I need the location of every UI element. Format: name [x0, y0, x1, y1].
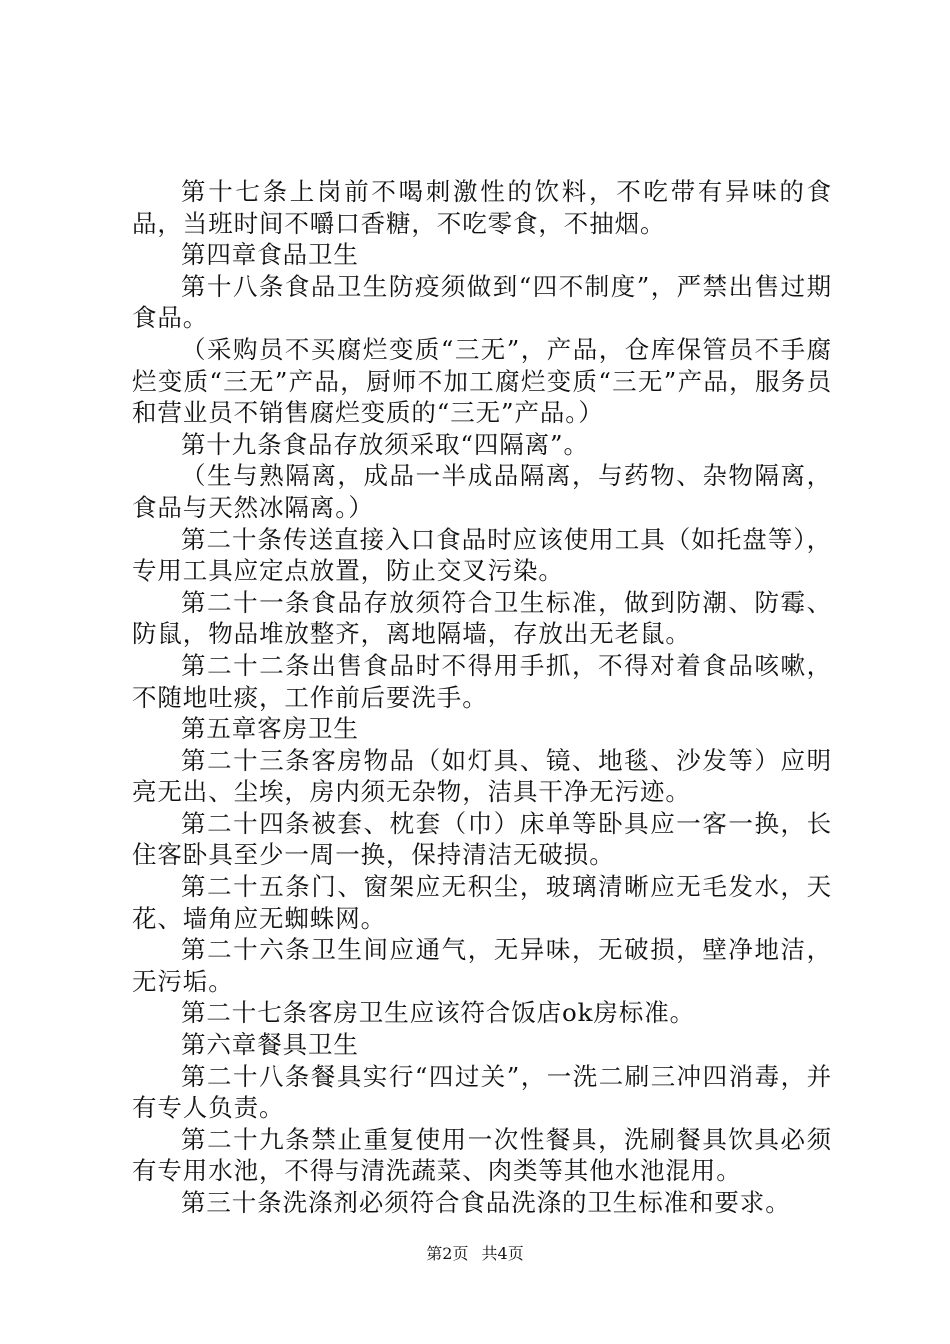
- chapter-heading-5: 第五章客房卫生: [181, 714, 359, 744]
- paragraph-article-19: 第十九条食品存放须采取“四隔离”。: [181, 429, 589, 459]
- page-total: 共4页: [481, 1244, 524, 1263]
- paragraph-article-21: 第二十一条食品存放须符合卫生标准，做到防潮、防霉、防鼠，物品堆放整齐，离地隔墙，存放出无老鼠。: [132, 587, 832, 649]
- paragraph-article-24: 第二十四条被套、枕套（巾）床单等卧具应一客一换，长住客卧具至少一周一换，保持清洁无破损。: [132, 808, 832, 870]
- paragraph-article-27: 第二十七条客房卫生应该符合饭店ok房标准。: [181, 998, 695, 1028]
- paragraph-article-30: 第三十条洗涤剂必须符合食品洗涤的卫生标准和要求。: [181, 1188, 791, 1217]
- paragraph-article-29: 第二十九条禁止重复使用一次性餐具，洗刷餐具饮具必须有专用水池，不得与清洗蔬菜、肉类等其他水池混用。: [132, 1124, 832, 1186]
- document-body: [132, 176, 832, 1219]
- paragraph-article-28: 第二十八条餐具实行“四过关”，一洗二刷三冲四消毒，并有专人负责。: [132, 1061, 832, 1123]
- paragraph-article-18: 第十八条食品卫生防疫须做到“四不制度”，严禁出售过期食品。: [132, 271, 832, 333]
- paragraph-article-20: 第二十条传送直接入口食品时应该使用工具（如托盘等），专用工具应定点放置，防止交叉污染。: [132, 524, 832, 586]
- chapter-heading-4: 第四章食品卫生: [181, 240, 359, 270]
- page-footer: [0, 1244, 950, 1264]
- paragraph-article-17: 第十七条上岗前不喝刺激性的饮料，不吃带有异味的食品，当班时间不嚼口香糖，不吃零食，不抽烟。: [132, 177, 832, 238]
- paragraph-article-18-note: （采购员不买腐烂变质“三无”，产品，仓库保管员不手腐烂变质“三无”产品，厨师不加工腐烂变质“三无”产品，服务员和营业员不销售腐烂变质的“三无”产品。）: [132, 334, 832, 428]
- paragraph-article-26: 第二十六条卫生间应通气，无异味，无破损，壁净地洁，无污垢。: [132, 935, 832, 996]
- paragraph-article-23: 第二十三条客房物品（如灯具、镜、地毯、沙发等）应明亮无出、尘埃，房内须无杂物，洁具干净无污迹。: [132, 745, 832, 807]
- paragraph-article-25: 第二十五条门、窗架应无积尘，玻璃清晰应无毛发水，天花、墙角应无蜘蛛网。: [132, 872, 832, 933]
- page-number: 第2页: [426, 1244, 469, 1263]
- paragraph-article-22: 第二十二条出售食品时不得用手抓，不得对着食品咳嗽，不随地吐痰，工作前后要洗手。: [132, 650, 832, 712]
- chapter-heading-6: 第六章餐具卫生: [181, 1030, 359, 1060]
- paragraph-article-19-note: （生与熟隔离，成品一半成品隔离，与药物、杂物隔离，食品与天然冰隔离。）: [132, 461, 832, 522]
